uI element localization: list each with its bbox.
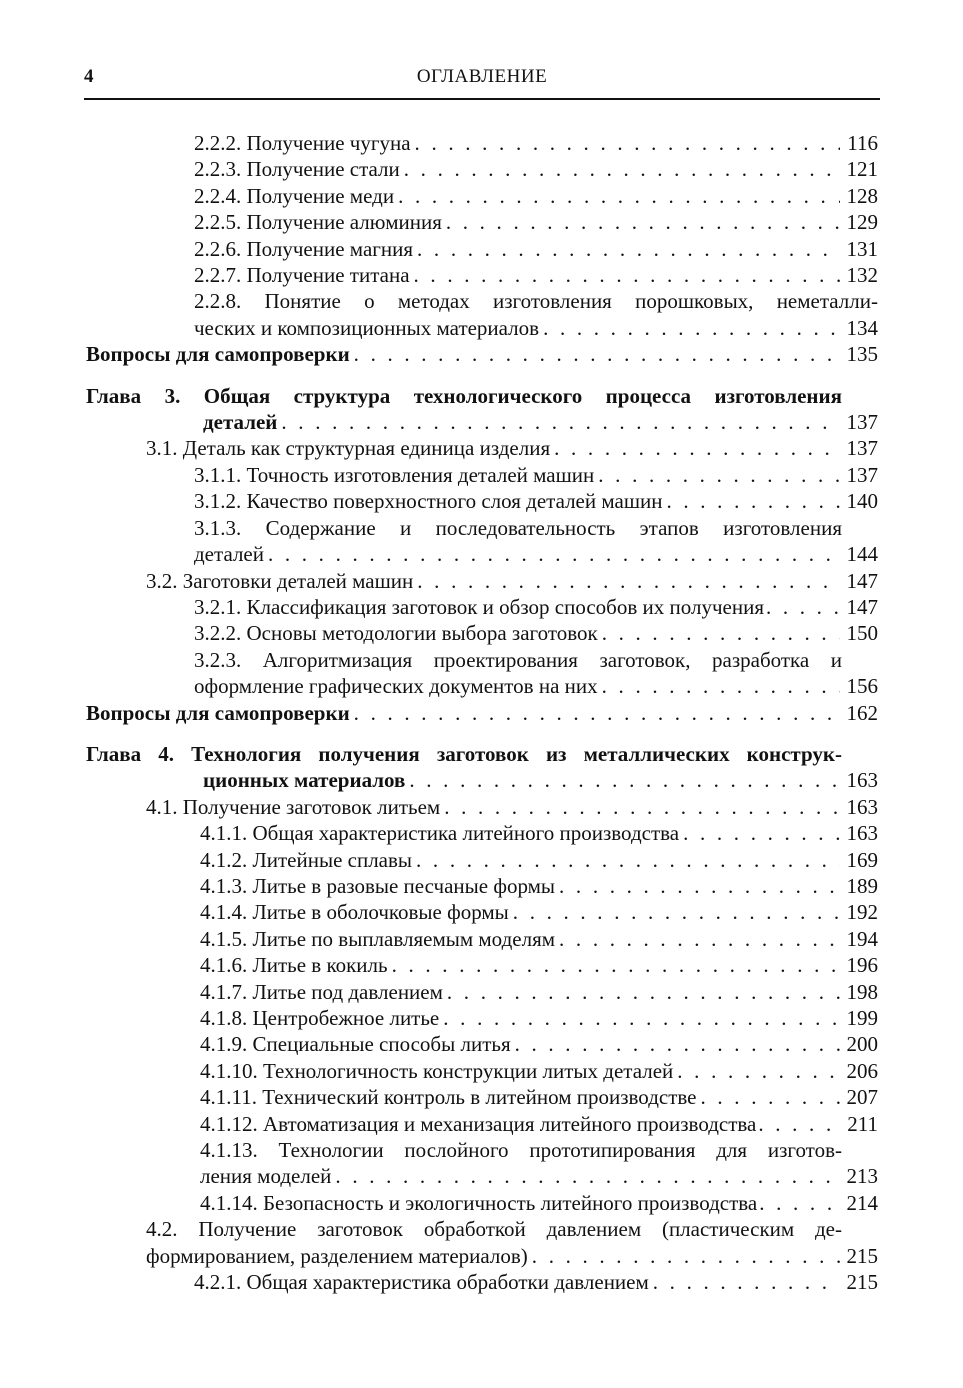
toc-entry-4-1-7[interactable]: [86, 979, 878, 1005]
toc-entry-title: 4.1.6. Литье в кокиль: [200, 953, 388, 978]
toc-leader-dots: [281, 409, 840, 435]
toc-leader-dots: [443, 1005, 840, 1031]
toc-page-number: 147: [846, 594, 878, 619]
toc-page-number: 132: [846, 263, 878, 288]
toc-entry-title-line-2: деталей: [203, 410, 278, 435]
toc-leader-dots: [513, 899, 840, 925]
toc-entry-title: Вопросы для самопроверки: [86, 700, 350, 725]
toc-leader-dots: [766, 594, 842, 620]
toc-entry-3-1-2[interactable]: [86, 488, 878, 514]
toc-entry-questions-ch3[interactable]: [86, 700, 878, 726]
toc-leader-dots: [677, 1058, 840, 1084]
toc-leader-dots: [666, 488, 840, 514]
toc-entry-4-1-9[interactable]: [86, 1031, 878, 1057]
toc-page-number: 121: [846, 157, 878, 182]
toc-entry-title: 4.1.5. Литье по выплавляемым моделям: [200, 926, 556, 951]
toc-entry-4-1[interactable]: [86, 794, 878, 820]
toc-page-number: 214: [846, 1190, 878, 1215]
toc-entry-chapter-4[interactable]: [86, 741, 878, 794]
toc-entry-title: 4.1.8. Центробежное литье: [200, 1006, 440, 1030]
toc-page-number: 163: [846, 768, 878, 793]
toc-entry-4-1-10[interactable]: [86, 1058, 878, 1084]
toc-leader-dots: [335, 1163, 840, 1189]
toc-page-number: 129: [846, 210, 878, 235]
toc-entry-title: 4.1.1. Общая характеристика литейного производства: [200, 821, 680, 846]
toc-entry-title: 2.2.2. Получение чугуна: [194, 131, 411, 155]
toc-entry-3-2-2[interactable]: [86, 620, 878, 646]
toc-entry-title: 3.2.2. Основы методологии выбора заготовок: [194, 621, 598, 646]
toc-leader-dots: [268, 541, 840, 567]
toc-leader-dots: [559, 873, 840, 899]
toc-entry-title-line-1: Глава 3. Общая структура технологического процесса изготовления: [86, 383, 842, 408]
toc-entry-title: 4.1.10. Технологичность конструкции литых деталей: [200, 1058, 674, 1083]
toc-leader-dots: [404, 156, 840, 182]
toc-entry-title-line-2: деталей: [194, 542, 264, 567]
toc-page-number: 137: [846, 462, 878, 487]
toc-entry-title-line-1: 3.1.3. Содержание и последовательность этапов изготовления: [194, 515, 842, 540]
toc-entry-2-2-4[interactable]: [86, 183, 878, 209]
toc-leader-dots: [759, 1190, 842, 1216]
toc-entry-2-2-5[interactable]: [86, 209, 878, 235]
toc-entry-questions-ch2[interactable]: [86, 341, 878, 367]
toc-entry-4-1-12[interactable]: [86, 1111, 878, 1137]
toc-entry-2-2-2[interactable]: [86, 130, 878, 156]
toc-leader-dots: [416, 847, 840, 873]
toc-page-number: 196: [846, 953, 878, 978]
toc-page-number: 147: [846, 568, 878, 593]
toc-entry-title: Вопросы для самопроверки: [86, 342, 350, 367]
toc-entry-3-2-3[interactable]: [86, 647, 878, 700]
toc-leader-dots: [758, 1111, 842, 1137]
running-title: ОГЛАВЛЕНИЕ: [416, 66, 548, 87]
toc-page-number: 135: [846, 342, 878, 367]
toc-leader-dots: [515, 1031, 840, 1057]
toc-page-number: 200: [846, 1032, 878, 1057]
toc-page-number: 169: [846, 847, 878, 872]
toc-page-number: 199: [846, 1006, 878, 1030]
toc-leader-dots: [446, 209, 840, 235]
toc-page-number: 211: [847, 1111, 878, 1136]
toc-entry-title: 4.1.12. Автоматизация и механизация литейного производства: [200, 1111, 757, 1136]
toc-page-number: 206: [846, 1058, 878, 1083]
toc-leader-dots: [398, 183, 840, 209]
toc-leader-dots: [444, 794, 840, 820]
toc-page-number: 131: [846, 236, 878, 261]
toc-entry-4-2[interactable]: [86, 1216, 878, 1269]
toc-entry-4-1-2[interactable]: [86, 847, 878, 873]
toc-entry-title: 4.1. Получение заготовок литьем: [146, 794, 441, 819]
toc-leader-dots: [354, 700, 840, 726]
toc-leader-dots: [683, 820, 840, 846]
toc-entry-4-2-1[interactable]: [86, 1269, 878, 1295]
toc-entry-title-line-2: оформление графических документов на них: [194, 674, 598, 699]
toc-page-number: 150: [846, 621, 878, 646]
toc-entry-3-1-3[interactable]: [86, 515, 878, 568]
section-gap: [86, 726, 878, 741]
toc-entry-4-1-8[interactable]: [86, 1005, 878, 1031]
toc-leader-dots: [392, 952, 840, 978]
toc-page-number: 144: [846, 542, 878, 567]
toc-entry-title: 2.2.5. Получение алюминия: [194, 210, 442, 235]
toc-entry-chapter-3[interactable]: [86, 383, 878, 436]
toc-entry-title: 3.1.1. Точность изготовления деталей машин: [194, 462, 595, 487]
toc-leader-dots: [409, 767, 840, 793]
toc-leader-dots: [653, 1269, 840, 1295]
toc-entry-title: 4.1.9. Специальные способы литья: [200, 1032, 511, 1057]
toc-entry-2-2-3[interactable]: [86, 156, 878, 182]
toc-leader-dots: [417, 568, 840, 594]
page-header: [84, 62, 880, 100]
toc-leader-dots: [532, 1243, 840, 1269]
toc-leader-dots: [354, 341, 840, 367]
toc-page-number: 137: [846, 436, 878, 461]
toc-page-number: 189: [846, 873, 878, 898]
toc-page-number: 207: [846, 1085, 878, 1110]
toc-page-number: 128: [846, 183, 878, 208]
toc-entry-2-2-8[interactable]: [86, 288, 878, 341]
toc-page-number: 163: [846, 794, 878, 819]
toc-leader-dots: [598, 462, 840, 488]
toc-page-number: 215: [846, 1243, 878, 1268]
toc-leader-dots: [415, 130, 840, 156]
toc-page-number: 194: [846, 926, 878, 951]
toc-leader-dots: [602, 620, 840, 646]
toc-entry-title: 2.2.4. Получение меди: [194, 183, 395, 208]
toc-leader-dots: [447, 979, 840, 1005]
toc-page-number: 198: [846, 979, 878, 1004]
toc-entry-4-1-1[interactable]: [86, 820, 878, 846]
toc-entry-title: 3.2.1. Классификация заготовок и обзор способов их получения: [194, 594, 764, 619]
toc-entry-title: 4.2.1. Общая характеристика обработки давлением: [194, 1270, 649, 1295]
toc-entry-3-1[interactable]: [86, 435, 878, 461]
toc-page-number: 156: [846, 674, 878, 699]
table-of-contents: [86, 130, 878, 1295]
toc-page-number: 213: [846, 1164, 878, 1189]
toc-leader-dots: [417, 236, 840, 262]
toc-entry-title-line-1: 3.2.3. Алгоритмизация проектирования заготовок, разработка и: [194, 647, 842, 672]
toc-entry-3-2[interactable]: [86, 568, 878, 594]
toc-entry-4-1-6[interactable]: [86, 952, 878, 978]
toc-entry-title: 3.1. Деталь как структурная единица изделия: [146, 436, 551, 461]
toc-entry-title-line-2: ления моделей: [200, 1164, 332, 1189]
toc-page-number: 215: [846, 1270, 878, 1295]
toc-page-number: 116: [847, 131, 878, 155]
toc-page-number: 192: [846, 900, 878, 925]
toc-entry-4-1-3[interactable]: [86, 873, 878, 899]
toc-leader-dots: [414, 262, 840, 288]
toc-page-number: 162: [846, 700, 878, 725]
toc-entry-title-line-2: формированием, разделением материалов): [146, 1243, 528, 1268]
toc-entry-title: 2.2.6. Получение магния: [194, 236, 414, 261]
toc-entry-title: 4.1.7. Литье под давлением: [200, 979, 443, 1004]
page-number: 4: [84, 66, 94, 87]
toc-entry-4-1-5[interactable]: [86, 926, 878, 952]
toc-entry-3-2-1[interactable]: [86, 594, 878, 620]
toc-entry-title-line-1: Глава 4. Технология получения заготовок из металлических конструк-: [86, 741, 842, 766]
toc-entry-4-1-13[interactable]: [86, 1137, 878, 1190]
toc-page-number: 134: [846, 315, 878, 340]
toc-entry-title-line-1: 4.2. Получение заготовок обработкой давлением (пластическим де-: [146, 1217, 842, 1242]
toc-page-number: 137: [846, 410, 878, 435]
toc-entry-title: 2.2.3. Получение стали: [194, 157, 400, 182]
toc-entry-2-2-7[interactable]: [86, 262, 878, 288]
toc-leader-dots: [701, 1084, 841, 1110]
toc-page-number: 140: [846, 489, 878, 514]
toc-entry-4-1-4[interactable]: [86, 899, 878, 925]
toc-entry-title-line-1: 2.2.8. Понятие о методах изготовления порошковых, неметалли-: [194, 289, 878, 314]
toc-entry-4-1-11[interactable]: [86, 1084, 878, 1110]
toc-entry-title: 4.1.2. Литейные сплавы: [200, 847, 413, 872]
toc-leader-dots: [602, 673, 840, 699]
toc-entry-title: 3.1.2. Качество поверхностного слоя деталей машин: [194, 489, 663, 514]
toc-leader-dots: [554, 435, 840, 461]
toc-entry-2-2-6[interactable]: [86, 236, 878, 262]
toc-entry-title-line-2: ческих и композиционных материалов: [194, 315, 540, 340]
toc-entry-title: 4.1.4. Литье в оболочковые формы: [200, 900, 509, 925]
toc-entry-3-1-1[interactable]: [86, 462, 878, 488]
toc-entry-title-line-1: 4.1.13. Технологии послойного прототипирования для изготов-: [200, 1138, 842, 1163]
toc-entry-title-line-2: ционных материалов: [203, 768, 406, 793]
toc-entry-title: 4.1.14. Безопасность и экологичность литейного производства: [200, 1190, 758, 1215]
toc-entry-title: 2.2.7. Получение титана: [194, 263, 410, 288]
toc-entry-title: 3.2. Заготовки деталей машин: [146, 568, 414, 593]
section-gap: [86, 368, 878, 383]
toc-entry-title: 4.1.11. Технический контроль в литейном производстве: [200, 1085, 697, 1110]
toc-leader-dots: [559, 926, 840, 952]
toc-page-number: 163: [846, 821, 878, 846]
toc-leader-dots: [543, 315, 840, 341]
toc-entry-4-1-14[interactable]: [86, 1190, 878, 1216]
toc-entry-title: 4.1.3. Литье в разовые песчаные формы: [200, 873, 556, 898]
